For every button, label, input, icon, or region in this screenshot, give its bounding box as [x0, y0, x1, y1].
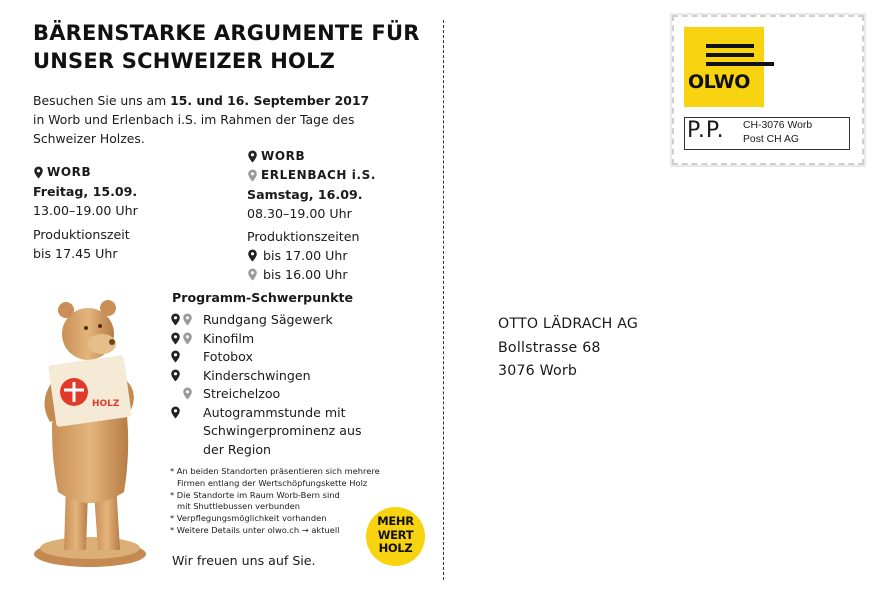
intro-text	[33, 91, 423, 148]
program-item-text	[203, 404, 362, 460]
saturday-prod-erlenbach-text: bis 16.00 Uhr	[263, 267, 348, 282]
friday-column	[33, 163, 138, 263]
location-pin-icon	[170, 406, 181, 419]
pp-lines	[743, 119, 812, 147]
program-item-label-cont: Schwingerprominenz aus	[203, 423, 362, 438]
badge-text	[366, 515, 425, 556]
closing-text: Wir freuen uns auf Sie.	[172, 553, 316, 568]
program-item-label: Kinofilm	[203, 330, 255, 346]
program-item	[170, 367, 362, 386]
friday-prod-until: bis 17.45 Uhr	[33, 246, 118, 261]
saturday-hours: 08.30–19.00 Uhr	[247, 206, 352, 221]
location-pin-icon	[33, 166, 44, 179]
program-item-label: Fotobox	[203, 349, 253, 364]
friday-location-label: WORB	[47, 165, 92, 179]
program-item	[170, 385, 362, 404]
postcard-divider	[443, 20, 444, 580]
friday-day: Freitag, 15.09.	[33, 184, 138, 199]
program-item-pins	[170, 404, 203, 419]
intro-pre: Besuchen Sie uns am	[33, 93, 171, 108]
program-item	[170, 404, 362, 460]
pp-label: P.P.	[687, 118, 725, 143]
location-pin-icon	[247, 150, 258, 163]
program-item-label: Streichelzoo	[203, 386, 281, 401]
program-item-pins	[170, 330, 203, 345]
saturday-column	[247, 147, 376, 284]
badge-line-3: HOLZ	[378, 541, 413, 555]
title-line-2: UNSER SCHWEIZER HOLZ	[33, 49, 336, 73]
wooden-bear-illustration	[28, 292, 150, 570]
saturday-prod-worb-text: bis 17.00 Uhr	[263, 248, 348, 263]
intro-dates: 15. und 16. September 2017	[170, 93, 370, 108]
program-item	[170, 311, 362, 330]
location-pin-icon	[182, 332, 193, 345]
note-1b: Firmen entlang der Wertschöpfungskette Holz	[177, 477, 368, 488]
program-item-label-cont: der Region	[203, 441, 272, 457]
intro-line-2: in Worb und Erlenbach i.S. im Rahmen der Tage des	[33, 112, 355, 127]
note-1a: * An beiden Standorten präsentieren sich mehrere	[170, 466, 380, 476]
badge-line-1: MEHR	[377, 514, 414, 528]
program-item-pins	[170, 348, 203, 363]
note-2b: mit Shuttlebussen verbunden	[177, 501, 300, 512]
friday-prod-label: Produktionszeit	[33, 227, 130, 242]
program-item-pins	[170, 311, 203, 326]
location-pin-icon	[182, 313, 193, 326]
program-item	[170, 348, 362, 367]
recipient-address	[498, 313, 638, 384]
program-item-pins	[170, 385, 203, 400]
program-item-text	[203, 348, 253, 367]
program-heading: Programm-Schwerpunkte	[172, 290, 354, 305]
location-pin-icon	[247, 249, 258, 262]
page-title	[33, 19, 420, 75]
saturday-day: Samstag, 16.09.	[247, 187, 363, 202]
notes	[170, 466, 380, 537]
location-pin-icon	[247, 169, 258, 182]
location-pin-icon	[170, 350, 181, 363]
intro-line-3: Schweizer Holzes.	[33, 131, 145, 146]
badge-line-2: WERT	[377, 527, 414, 542]
program-list	[170, 311, 362, 459]
pp-line-2: Post CH AG	[743, 134, 800, 145]
location-pin-icon	[170, 369, 181, 382]
program-item-pins	[170, 367, 203, 382]
saturday-location-1	[247, 147, 376, 166]
saturday-location-2	[247, 166, 376, 185]
program-item-label: Kinderschwingen	[203, 367, 311, 383]
note-3: * Verpflegungsmöglichkeit vorhanden	[170, 513, 327, 524]
saturday-prod-worb	[247, 246, 376, 265]
bear-sign-text: HOLZ	[92, 399, 120, 409]
location-pin-icon	[182, 387, 193, 400]
location-pin-icon	[170, 313, 181, 326]
program-item-label: Autogrammstunde mit	[203, 404, 346, 420]
olwo-logo-text: OLWO	[688, 71, 750, 93]
olwo-logo-bars-icon	[706, 44, 774, 68]
saturday-prod-label: Produktionszeiten	[247, 229, 360, 244]
program-item-text	[203, 311, 333, 330]
saturday-location-1-label: WORB	[261, 149, 306, 163]
note-2a: * Die Standorte im Raum Worb-Bern sind	[170, 489, 340, 500]
friday-hours: 13.00–19.00 Uhr	[33, 203, 138, 218]
program-item-text	[203, 385, 280, 404]
program-item-label: Rundgang Sägewerk	[203, 312, 333, 327]
title-line-1: BÄRENSTARKE ARGUMENTE FÜR	[33, 21, 420, 45]
address-line-2: Bollstrasse 68	[498, 339, 601, 356]
address-line-3: 3076 Worb	[498, 363, 578, 379]
program-item-text	[203, 367, 311, 386]
note-4: * Weitere Details unter olwo.ch → aktuell	[170, 524, 340, 535]
location-pin-icon	[170, 332, 181, 345]
pp-line-1: CH-3076 Worb	[743, 120, 813, 131]
saturday-location-2-label: ERLENBACH i.S.	[261, 168, 377, 182]
saturday-prod-erlenbach	[247, 265, 376, 284]
address-line-1: OTTO LÄDRACH AG	[498, 316, 639, 332]
friday-location	[33, 163, 138, 182]
location-pin-icon	[247, 268, 258, 281]
program-item-text	[203, 330, 254, 349]
program-item	[170, 330, 362, 349]
